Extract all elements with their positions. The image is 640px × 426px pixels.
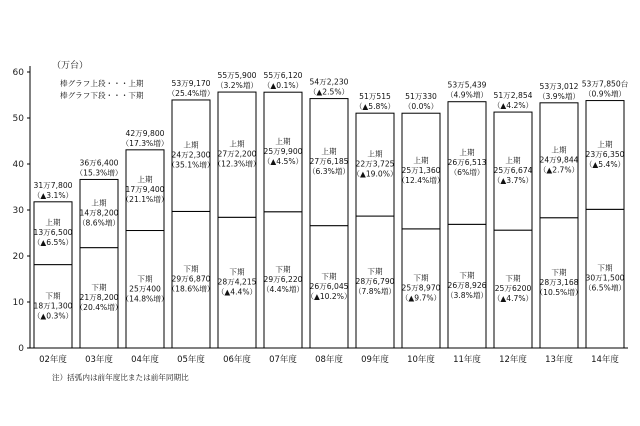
total-change-label: （4.9%増） xyxy=(445,90,489,100)
upper-segment-label: （6.3%増） xyxy=(307,167,351,177)
lower-segment-label: （▲0.3%） xyxy=(32,311,74,321)
total-value-label: 53万3,012 xyxy=(539,81,579,91)
total-change-label: （▲4.2%） xyxy=(492,101,534,111)
lower-segment-label: 下期 xyxy=(505,274,521,284)
lower-segment-label: （10.5%増） xyxy=(535,287,583,297)
lower-segment-label: 28万3,168 xyxy=(539,277,579,287)
upper-segment-label: （6%増） xyxy=(449,168,485,178)
x-category-label: 13年度 xyxy=(545,355,573,365)
lower-segment-label: 下期 xyxy=(229,267,245,277)
upper-segment-label: 上期 xyxy=(367,149,383,159)
y-tick-label: 10 xyxy=(12,298,24,308)
total-change-label: （▲5.8%） xyxy=(354,102,396,112)
lower-segment-label: （6.5%増） xyxy=(583,283,627,293)
lower-segment-label: 下期 xyxy=(183,264,199,274)
upper-segment-label: （8.6%増） xyxy=(77,218,121,228)
upper-segment-label: 上期 xyxy=(505,156,521,166)
total-change-label: （3.9%増） xyxy=(537,91,581,101)
y-tick-label: 0 xyxy=(18,344,24,354)
total-value-label: 55万6,120 xyxy=(263,71,303,81)
lower-segment-label: 下期 xyxy=(413,273,429,283)
lower-segment-label: （▲10.2%） xyxy=(306,291,352,301)
upper-segment-label: 上期 xyxy=(91,198,107,208)
upper-segment-label: （12.3%増） xyxy=(213,159,261,169)
lower-segment-label: 25万400 xyxy=(129,284,161,294)
x-category-label: 04年度 xyxy=(131,355,159,365)
lower-segment-label: （14.8%増） xyxy=(121,294,169,304)
x-category-label: 06年度 xyxy=(223,355,251,365)
lower-segment-label: 25万6200 xyxy=(494,284,532,294)
upper-segment-label: 23万6,350 xyxy=(585,149,625,159)
total-value-label: 53万7,850台 xyxy=(581,79,629,89)
upper-segment-label: 22万3,725 xyxy=(355,159,395,169)
upper-segment-label: 26万6,513 xyxy=(447,158,487,168)
lower-segment-label: 下期 xyxy=(459,271,475,281)
lower-segment-label: 26万8,926 xyxy=(447,281,487,291)
upper-segment-label: 27万2,200 xyxy=(217,149,257,159)
lower-segment-label: 下期 xyxy=(321,271,337,281)
x-axis-labels xyxy=(39,354,619,365)
lower-segment-label: （3.8%増） xyxy=(445,291,489,301)
y-tick-label: 20 xyxy=(12,252,24,262)
x-category-label: 12年度 xyxy=(499,355,527,365)
lower-segment-label: 下期 xyxy=(367,267,383,277)
total-value-label: 54万2,230 xyxy=(309,77,349,87)
total-change-label: （▲2.5%） xyxy=(308,87,350,97)
total-value-label: 36万6,400 xyxy=(79,158,119,168)
upper-segment-label: 上期 xyxy=(183,140,199,150)
upper-segment-label: （12.4%増） xyxy=(397,176,445,186)
footnote: 注）括弧内は前年度比または前年同期比 xyxy=(52,373,189,382)
total-value-label: 51万330 xyxy=(405,92,437,102)
total-change-label: （17.3%増） xyxy=(121,138,169,148)
upper-segment-label: 25万9,900 xyxy=(263,146,303,156)
upper-segment-label: 25万6,674 xyxy=(493,166,533,176)
lower-segment-label: 28万6,790 xyxy=(355,277,395,287)
total-change-label: （15.3%増） xyxy=(75,168,123,178)
x-category-label: 07年度 xyxy=(269,355,297,365)
upper-segment-label: （▲3.7%） xyxy=(492,176,534,186)
lower-segment-label: 下期 xyxy=(91,282,107,292)
lower-segment-label: 下期 xyxy=(551,267,567,277)
upper-segment-label: （▲4.5%） xyxy=(262,156,304,166)
x-category-label: 14年度 xyxy=(591,355,619,365)
y-tick-label: 30 xyxy=(12,206,24,216)
lower-segment-label: 28万4,215 xyxy=(217,277,257,287)
y-tick-label: 60 xyxy=(12,68,24,78)
total-value-label: 53万9,170 xyxy=(171,78,211,88)
upper-segment-label: 上期 xyxy=(459,148,475,158)
lower-segment-label: 30万1,500 xyxy=(585,273,625,283)
lower-segment-label: （4.4%増） xyxy=(261,284,305,294)
upper-segment-label: 上期 xyxy=(137,175,153,185)
x-category-label: 09年度 xyxy=(361,355,389,365)
lower-segment-label: （▲4.7%） xyxy=(492,294,534,304)
upper-segment-label: 上期 xyxy=(413,156,429,166)
lower-segment-label: 18万1,300 xyxy=(33,301,73,311)
bars xyxy=(33,71,629,348)
upper-segment-label: 上期 xyxy=(45,218,61,228)
total-value-label: 51万2,854 xyxy=(493,91,533,101)
total-change-label: （3.2%増） xyxy=(215,81,259,91)
x-category-label: 02年度 xyxy=(39,355,67,365)
legend-upper: 棒グラフ上段・・・上期 xyxy=(60,79,144,88)
upper-segment-label: 27万6,185 xyxy=(309,157,349,167)
upper-segment-label: 17万9,400 xyxy=(125,185,165,195)
total-value-label: 31万7,800 xyxy=(33,180,73,190)
upper-segment-label: 上期 xyxy=(321,147,337,157)
legend-lower: 棒グラフ下段・・・下期 xyxy=(60,91,144,100)
lower-segment-label: 下期 xyxy=(597,263,613,273)
lower-segment-label: 21万8,200 xyxy=(79,292,119,302)
lower-segment-label: 29万6,220 xyxy=(263,274,303,284)
lower-segment-label: 下期 xyxy=(275,264,291,274)
upper-segment-label: 上期 xyxy=(551,145,567,155)
upper-segment-label: 上期 xyxy=(229,139,245,149)
total-value-label: 53万5,439 xyxy=(447,80,487,90)
lower-segment-label: 29万6,870 xyxy=(171,274,211,284)
total-change-label: （0.9%増） xyxy=(583,89,627,99)
x-category-label: 11年度 xyxy=(453,355,481,365)
upper-segment-label: 24万2,300 xyxy=(171,150,211,160)
total-change-label: （25.4%増） xyxy=(167,88,215,98)
lower-segment-label: （18.6%増） xyxy=(167,284,215,294)
total-value-label: 55万5,900 xyxy=(217,71,257,81)
total-change-label: （0.0%） xyxy=(403,102,439,112)
upper-segment-label: （▲2.7%） xyxy=(538,165,580,175)
upper-segment-label: （21.1%増） xyxy=(121,195,169,205)
lower-segment-label: 25万8,970 xyxy=(401,283,441,293)
lower-segment-label: 下期 xyxy=(137,274,153,284)
upper-segment-label: 13万6,500 xyxy=(33,228,73,238)
upper-segment-label: （▲19.0%） xyxy=(352,169,398,179)
x-category-label: 10年度 xyxy=(407,355,435,365)
upper-segment-label: （35.1%増） xyxy=(167,160,215,170)
upper-segment-label: 25万1,360 xyxy=(401,166,441,176)
x-category-label: 05年度 xyxy=(177,355,205,365)
lower-segment-label: 26万6,045 xyxy=(309,281,349,291)
lower-segment-label: （20.4%増） xyxy=(75,302,123,312)
unit-label: （万台） xyxy=(52,61,89,71)
x-category-label: 03年度 xyxy=(85,355,113,365)
upper-segment-label: （▲6.5%） xyxy=(32,238,74,248)
upper-segment-label: 14万8,200 xyxy=(79,208,119,218)
total-value-label: 51万515 xyxy=(359,92,391,102)
y-tick-label: 50 xyxy=(12,114,24,124)
x-category-label: 08年度 xyxy=(315,355,343,365)
lower-segment-label: （▲4.4%） xyxy=(216,287,258,297)
upper-segment-label: （▲5.4%） xyxy=(584,159,626,169)
upper-segment-label: 上期 xyxy=(275,136,291,146)
total-change-label: （▲3.1%） xyxy=(32,190,74,200)
upper-segment-label: 24万9,844 xyxy=(539,155,579,165)
upper-segment-label: 上期 xyxy=(597,139,613,149)
total-value-label: 42万9,800 xyxy=(125,128,165,138)
lower-segment-label: （▲9.7%） xyxy=(400,293,442,303)
y-tick-label: 40 xyxy=(12,160,24,170)
total-change-label: （▲0.1%） xyxy=(262,81,304,91)
lower-segment-label: 下期 xyxy=(45,291,61,301)
lower-segment-label: （7.8%増） xyxy=(353,287,397,297)
